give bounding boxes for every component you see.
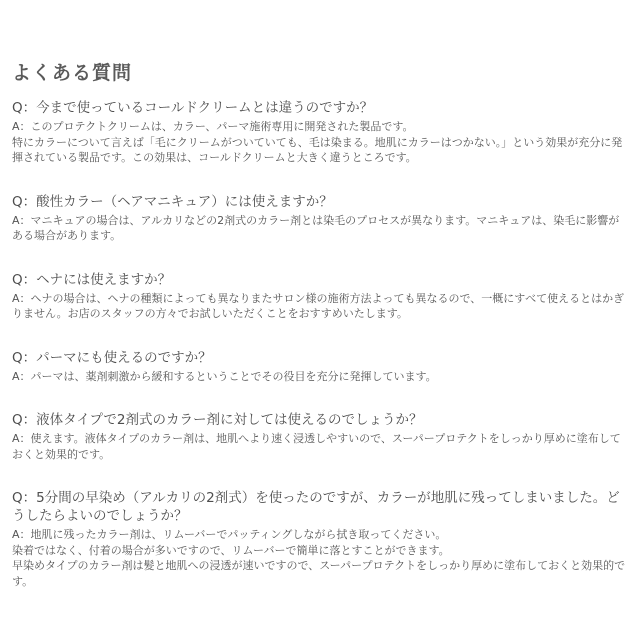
faq-answer-line: 特にカラーについて言えば「毛にクリームがついていても、毛は染まる。地肌にカラーはつかない。」という効果が充分に発揮されている製品です。この効果は、コールドクリームと大きく違うところです。 xyxy=(12,135,623,164)
page-title: よくある質問 xyxy=(12,62,133,84)
faq-question: Q：ヘナには使えますか？ xyxy=(12,271,172,288)
faq-item xyxy=(12,193,626,244)
faq-answer xyxy=(12,119,626,166)
faq-answer xyxy=(12,431,626,462)
faq-answer-line: A：このプロテクトクリームは、カラー、パーマ施術専用に開発された製品です。 xyxy=(12,120,414,133)
faq-item xyxy=(12,349,626,385)
faq-item xyxy=(12,271,626,322)
faq-answer-line: A：使えます。液体タイプのカラー剤は、地肌へより速く浸透しやすいので、スーパープロテクトをしっかり厚めに塗布しておくと効果的です。 xyxy=(12,432,621,461)
faq-item xyxy=(12,411,626,462)
faq-question: Q：液体タイプで2剤式のカラー剤に対しては使えるのでしょうか？ xyxy=(12,412,423,428)
faq-answer-line: A：ヘナの場合は、ヘナの種類によっても異なりまたサロン様の施術方法よっても異なるので、一概にすべて使えるとはかぎりません。お店のスタッフの方々でお試しいただくことをおすすめいたします。 xyxy=(12,291,625,320)
faq-question: Q：今まで使っているコールドクリームとは違うのですか？ xyxy=(12,100,374,116)
faq-answer-line: 染着ではなく、付着の場合が多いですので、リムーバーで簡単に落とすことができます。 xyxy=(12,543,450,557)
faq-answer xyxy=(12,527,626,589)
faq-answer xyxy=(12,291,626,322)
faq-answer-line: 早染めタイプのカラー剤は髪と地肌への浸透が速いですので、スーパープロテクトをしっかり厚めに塗布しておくと効果的です。 xyxy=(12,559,626,588)
faq-answer-line: A：地肌に残ったカラー剤は、リムーバーでパッティングしながら拭き取ってください。 xyxy=(12,528,447,541)
faq-question: Q：パーマにも使えるのですか？ xyxy=(12,349,212,366)
faq-answer xyxy=(12,369,626,385)
faq-answer-line: A：マニキュアの場合は、アルカリなどの2剤式のカラー剤とは染毛のプロセスが異なります。マニキュアは、染毛に影響がある場合があります。 xyxy=(12,213,620,242)
faq-question: Q：5分間の早染め（アルカリの2剤式）を使ったのですが、カラーが地肌に残ってしまいました。どうしたらよいのでしょうか？ xyxy=(12,490,620,524)
faq-answer xyxy=(12,213,626,244)
faq-item xyxy=(12,99,626,166)
faq-question: Q：酸性カラー（ヘアマニキュア）には使えますか？ xyxy=(12,193,333,210)
faq-item xyxy=(12,489,626,589)
faq-answer-line: A：パーマは、薬剤刺激から緩和するということでその役目を充分に発揮しています。 xyxy=(12,369,437,383)
